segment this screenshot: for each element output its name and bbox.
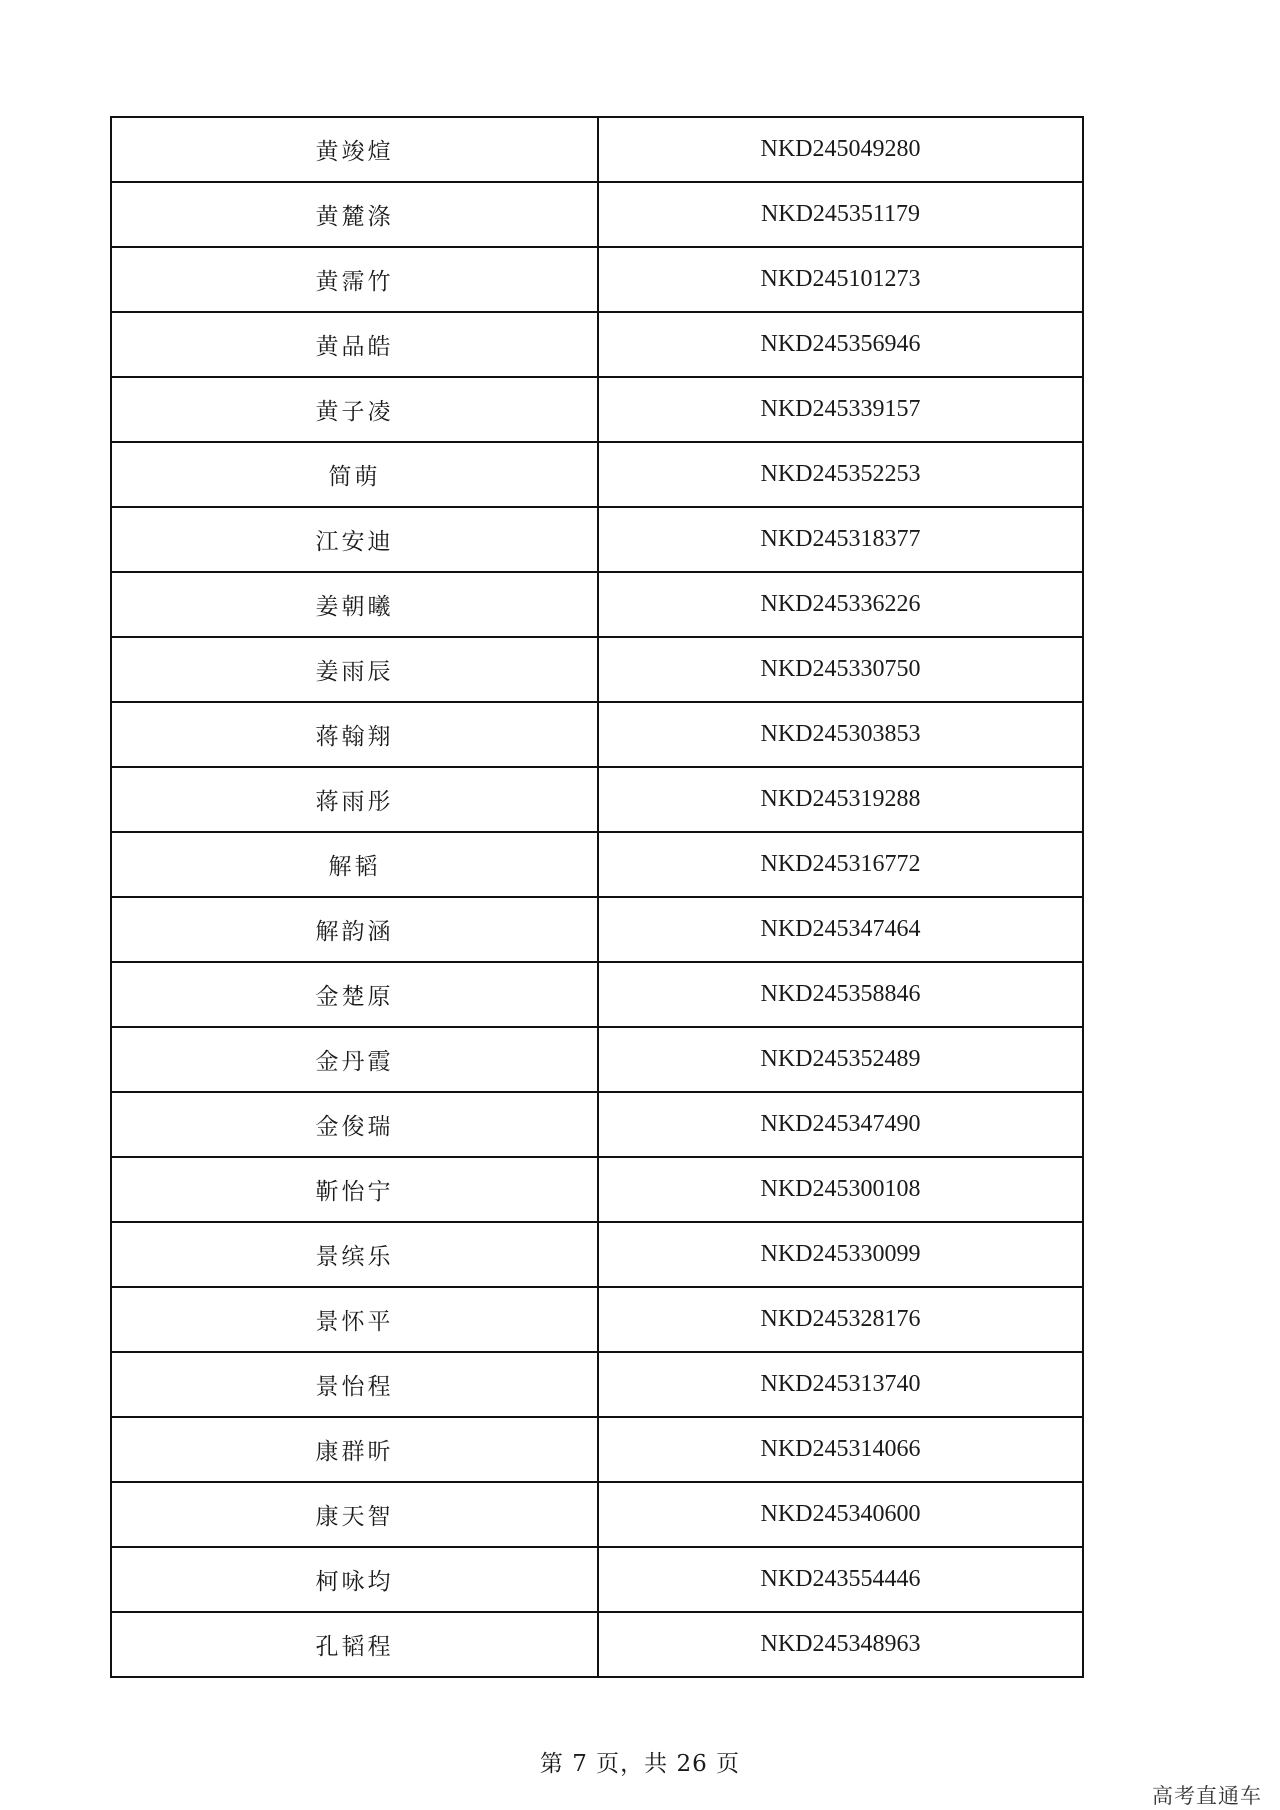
table-row	[111, 897, 1083, 962]
id-cell: NKD245339157	[598, 377, 1083, 442]
name-cell: 解韵涵	[111, 897, 598, 962]
id-cell: NKD245336226	[598, 572, 1083, 637]
name-cell: 解韬	[111, 832, 598, 897]
id-cell: NKD245330750	[598, 637, 1083, 702]
id-cell: NKD245316772	[598, 832, 1083, 897]
id-cell: NKD245303853	[598, 702, 1083, 767]
name-cell: 黄子凌	[111, 377, 598, 442]
name-cell: 景怀平	[111, 1287, 598, 1352]
name-cell: 蒋雨彤	[111, 767, 598, 832]
name-cell: 景怡程	[111, 1352, 598, 1417]
table-row	[111, 442, 1083, 507]
name-cell: 柯咏均	[111, 1547, 598, 1612]
table-row	[111, 1157, 1083, 1222]
table-row	[111, 1482, 1083, 1547]
id-cell: NKD245356946	[598, 312, 1083, 377]
name-cell: 景缤乐	[111, 1222, 598, 1287]
id-cell: NKD245352489	[598, 1027, 1083, 1092]
table-row	[111, 702, 1083, 767]
table-row	[111, 182, 1083, 247]
id-cell: NKD245358846	[598, 962, 1083, 1027]
table-row	[111, 572, 1083, 637]
table-row	[111, 767, 1083, 832]
name-cell: 黄竣煊	[111, 117, 598, 182]
id-cell: NKD245049280	[598, 117, 1083, 182]
name-cell: 金丹霞	[111, 1027, 598, 1092]
id-cell: NKD245313740	[598, 1352, 1083, 1417]
table-row	[111, 1417, 1083, 1482]
name-cell: 黄麓涤	[111, 182, 598, 247]
id-cell: NKD245352253	[598, 442, 1083, 507]
table-row	[111, 832, 1083, 897]
name-cell: 简萌	[111, 442, 598, 507]
id-cell: NKD245101273	[598, 247, 1083, 312]
name-cell: 黄品皓	[111, 312, 598, 377]
id-cell: NKD245351179	[598, 182, 1083, 247]
id-cell: NKD245300108	[598, 1157, 1083, 1222]
id-cell: NKD243554446	[598, 1547, 1083, 1612]
name-cell: 江安迪	[111, 507, 598, 572]
id-cell: NKD245347490	[598, 1092, 1083, 1157]
name-cell: 靳怡宁	[111, 1157, 598, 1222]
roster-body	[111, 117, 1083, 1677]
name-cell: 金楚原	[111, 962, 598, 1027]
id-cell: NKD245314066	[598, 1417, 1083, 1482]
table-row	[111, 247, 1083, 312]
table-row	[111, 1547, 1083, 1612]
table-row	[111, 1612, 1083, 1677]
name-cell: 金俊瑞	[111, 1092, 598, 1157]
table-row	[111, 507, 1083, 572]
id-cell: NKD245318377	[598, 507, 1083, 572]
id-cell: NKD245348963	[598, 1612, 1083, 1677]
table-row	[111, 117, 1083, 182]
name-cell: 康天智	[111, 1482, 598, 1547]
name-cell: 姜朝曦	[111, 572, 598, 637]
table-row	[111, 1222, 1083, 1287]
name-cell: 黄霈竹	[111, 247, 598, 312]
page-number: 第 7 页，共 26 页	[539, 1751, 741, 1777]
table-row	[111, 1027, 1083, 1092]
name-cell: 蒋翰翔	[111, 702, 598, 767]
table-row	[111, 1092, 1083, 1157]
id-cell: NKD245330099	[598, 1222, 1083, 1287]
name-cell: 姜雨辰	[111, 637, 598, 702]
name-cell: 孔韬程	[111, 1612, 598, 1677]
table-row	[111, 377, 1083, 442]
watermark: 高考直通车	[1152, 1784, 1262, 1808]
table-row	[111, 1352, 1083, 1417]
table-row	[111, 962, 1083, 1027]
table-row	[111, 637, 1083, 702]
table-row	[111, 1287, 1083, 1352]
id-cell: NKD245340600	[598, 1482, 1083, 1547]
id-cell: NKD245347464	[598, 897, 1083, 962]
name-cell: 康群昕	[111, 1417, 598, 1482]
table-row	[111, 312, 1083, 377]
roster-table	[110, 116, 1084, 1678]
id-cell: NKD245328176	[598, 1287, 1083, 1352]
id-cell: NKD245319288	[598, 767, 1083, 832]
